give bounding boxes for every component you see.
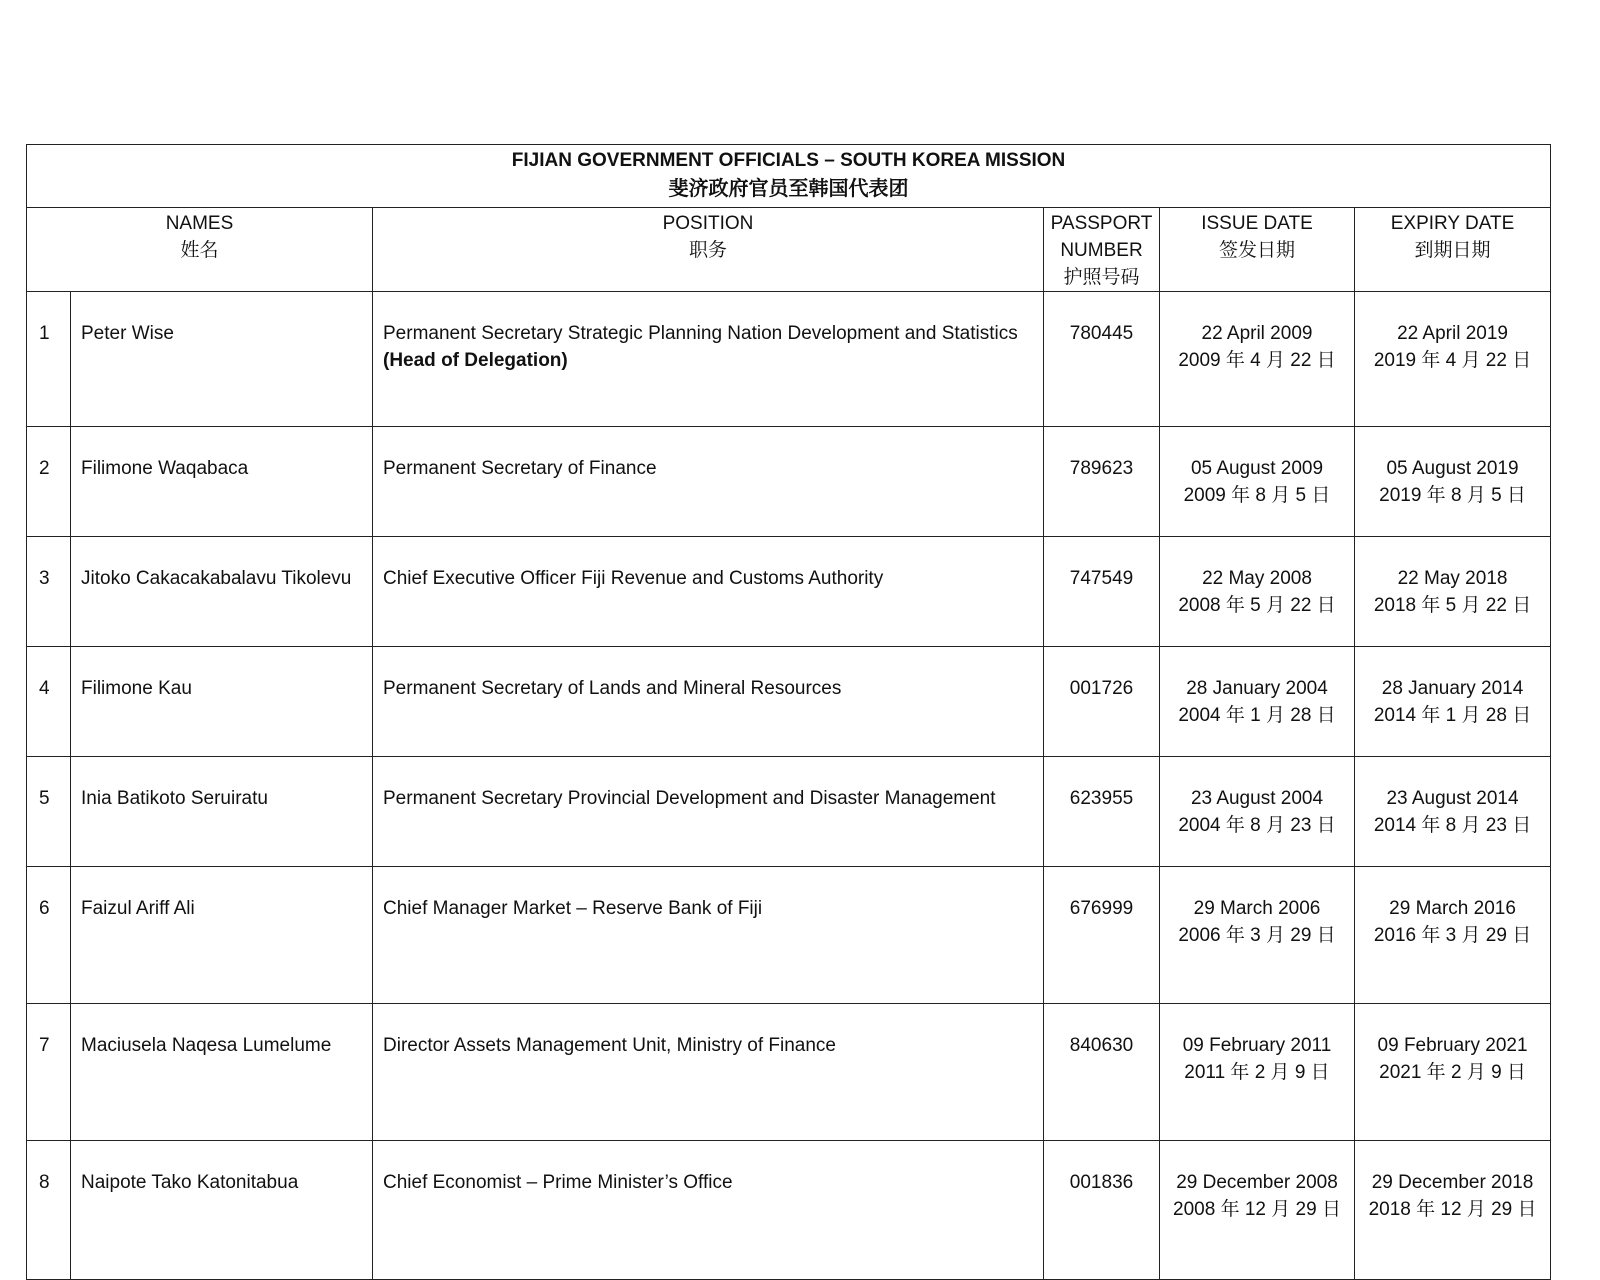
row-number: 3: [27, 537, 71, 647]
issue-date-zh: 2004 年 8 月 23 日: [1178, 815, 1336, 836]
header-issue-date: [1160, 208, 1355, 292]
issue-date-zh: 2011 年 2 月 9 日: [1184, 1062, 1330, 1083]
title-english: FIJIAN GOVERNMENT OFFICIALS – SOUTH KOREA MISSION: [511, 150, 1066, 171]
header-position: [373, 208, 1044, 292]
expiry-date: [1355, 1141, 1551, 1280]
official-name: Filimone Waqabaca: [71, 427, 373, 537]
table-row: [27, 427, 1551, 537]
official-name: Peter Wise: [71, 292, 373, 427]
official-position: Chief Manager Market – Reserve Bank of Fiji: [373, 867, 1044, 1004]
passport-number: 780445: [1044, 292, 1160, 427]
header-position-en: POSITION: [662, 213, 754, 234]
official-name: Naipote Tako Katonitabua: [71, 1141, 373, 1280]
issue-date-en: 29 March 2006: [1193, 898, 1321, 919]
issue-date-en: 28 January 2004: [1186, 678, 1328, 699]
passport-number: 747549: [1044, 537, 1160, 647]
issue-date-en: 23 August 2004: [1190, 788, 1324, 809]
header-issue-zh: 签发日期: [1218, 240, 1295, 261]
expiry-date-zh: 2019 年 8 月 5 日: [1379, 485, 1526, 506]
official-position: Chief Executive Officer Fiji Revenue and Customs Authority: [373, 537, 1044, 647]
passport-number: 623955: [1044, 757, 1160, 867]
title-row: [27, 145, 1551, 208]
header-expiry-zh: 到期日期: [1414, 240, 1491, 261]
row-number: 2: [27, 427, 71, 537]
expiry-date-en: 23 August 2014: [1386, 788, 1519, 809]
row-number: 8: [27, 1141, 71, 1280]
row-number: 1: [27, 292, 71, 427]
passport-number: 789623: [1044, 427, 1160, 537]
table-row: [27, 1004, 1551, 1141]
header-passport-en-2: NUMBER: [1060, 240, 1143, 261]
row-number: 6: [27, 867, 71, 1004]
issue-date-zh: 2008 年 5 月 22 日: [1178, 595, 1336, 616]
header-expiry-date: [1355, 208, 1551, 292]
expiry-date-zh: 2014 年 1 月 28 日: [1373, 705, 1532, 726]
header-names-en: NAMES: [165, 213, 234, 234]
official-position: Permanent Secretary of Lands and Mineral Resources: [373, 647, 1044, 757]
expiry-date: [1355, 647, 1551, 757]
expiry-date: [1355, 757, 1551, 867]
table-row: [27, 757, 1551, 867]
expiry-date-zh: 2018 年 5 月 22 日: [1373, 595, 1532, 616]
table-row: [27, 867, 1551, 1004]
officials-table: [26, 144, 1551, 1280]
expiry-date: [1355, 292, 1551, 427]
passport-number: 676999: [1044, 867, 1160, 1004]
official-position: Permanent Secretary of Finance: [373, 427, 1044, 537]
table-row: [27, 537, 1551, 647]
official-name: Inia Batikoto Seruiratu: [71, 757, 373, 867]
passport-number: 840630: [1044, 1004, 1160, 1141]
issue-date-en: 22 May 2008: [1202, 568, 1312, 589]
expiry-date-zh: 2021 年 2 月 9 日: [1379, 1062, 1526, 1083]
table-row: [27, 1141, 1551, 1280]
official-position: Chief Economist – Prime Minister’s Office: [373, 1141, 1044, 1280]
header-passport-en-1: PASSPORT: [1050, 213, 1153, 234]
issue-date: [1160, 292, 1355, 427]
issue-date-zh: 2004 年 1 月 28 日: [1178, 705, 1336, 726]
issue-date-zh: 2009 年 4 月 22 日: [1178, 350, 1336, 371]
issue-date: [1160, 1004, 1355, 1141]
official-name: Filimone Kau: [71, 647, 373, 757]
expiry-date-en: 22 May 2018: [1397, 568, 1508, 589]
head-of-delegation-note: (Head of Delegation): [383, 350, 568, 371]
table-row: [27, 647, 1551, 757]
table-row: [27, 292, 1551, 427]
header-names: [27, 208, 373, 292]
expiry-date: [1355, 427, 1551, 537]
expiry-date-en: 22 April 2019: [1397, 323, 1508, 344]
passport-number: 001836: [1044, 1141, 1160, 1280]
header-row: [27, 208, 1551, 292]
expiry-date-en: 29 March 2016: [1389, 898, 1516, 919]
issue-date: [1160, 427, 1355, 537]
expiry-date: [1355, 867, 1551, 1004]
expiry-date-en: 09 February 2021: [1377, 1035, 1528, 1056]
header-passport: [1044, 208, 1160, 292]
table-title: [27, 145, 1551, 208]
issue-date-en: 05 August 2009: [1190, 458, 1324, 479]
issue-date-en: 29 December 2008: [1176, 1172, 1338, 1193]
official-name: Faizul Ariff Ali: [71, 867, 373, 1004]
title-chinese: 斐济政府官员至韩国代表团: [668, 178, 909, 200]
header-expiry-en: EXPIRY DATE: [1390, 213, 1515, 234]
issue-date-zh: 2006 年 3 月 29 日: [1178, 925, 1336, 946]
expiry-date-zh: 2014 年 8 月 23 日: [1373, 815, 1532, 836]
header-passport-zh: 护照号码: [1063, 267, 1140, 288]
header-names-zh: 姓名: [180, 240, 219, 261]
issue-date: [1160, 647, 1355, 757]
official-name: Jitoko Cakacakabalavu Tikolevu: [71, 537, 373, 647]
issue-date-en: 22 April 2009: [1201, 323, 1313, 344]
expiry-date-en: 05 August 2019: [1386, 458, 1519, 479]
expiry-date-zh: 2018 年 12 月 29 日: [1368, 1199, 1537, 1220]
official-position: [373, 292, 1044, 427]
official-name: Maciusela Naqesa Lumelume: [71, 1004, 373, 1141]
expiry-date: [1355, 1004, 1551, 1141]
issue-date: [1160, 537, 1355, 647]
official-position: Permanent Secretary Provincial Development and Disaster Management: [373, 757, 1044, 867]
header-issue-en: ISSUE DATE: [1201, 213, 1313, 234]
header-position-zh: 职务: [688, 240, 727, 261]
expiry-date-en: 29 December 2018: [1371, 1172, 1534, 1193]
issue-date: [1160, 757, 1355, 867]
official-position: Director Assets Management Unit, Ministry of Finance: [373, 1004, 1044, 1141]
issue-date-en: 09 February 2011: [1182, 1035, 1332, 1056]
issue-date: [1160, 867, 1355, 1004]
issue-date: [1160, 1141, 1355, 1280]
issue-date-zh: 2009 年 8 月 5 日: [1183, 485, 1331, 506]
passport-number: 001726: [1044, 647, 1160, 757]
row-number: 4: [27, 647, 71, 757]
expiry-date-en: 28 January 2014: [1381, 678, 1524, 699]
expiry-date-zh: 2016 年 3 月 29 日: [1373, 925, 1532, 946]
row-number: 5: [27, 757, 71, 867]
expiry-date-zh: 2019 年 4 月 22 日: [1373, 350, 1532, 371]
row-number: 7: [27, 1004, 71, 1141]
expiry-date: [1355, 537, 1551, 647]
issue-date-zh: 2008 年 12 月 29 日: [1173, 1199, 1341, 1220]
position-text: Permanent Secretary Strategic Planning Nation Development and Statistics: [383, 323, 1018, 344]
